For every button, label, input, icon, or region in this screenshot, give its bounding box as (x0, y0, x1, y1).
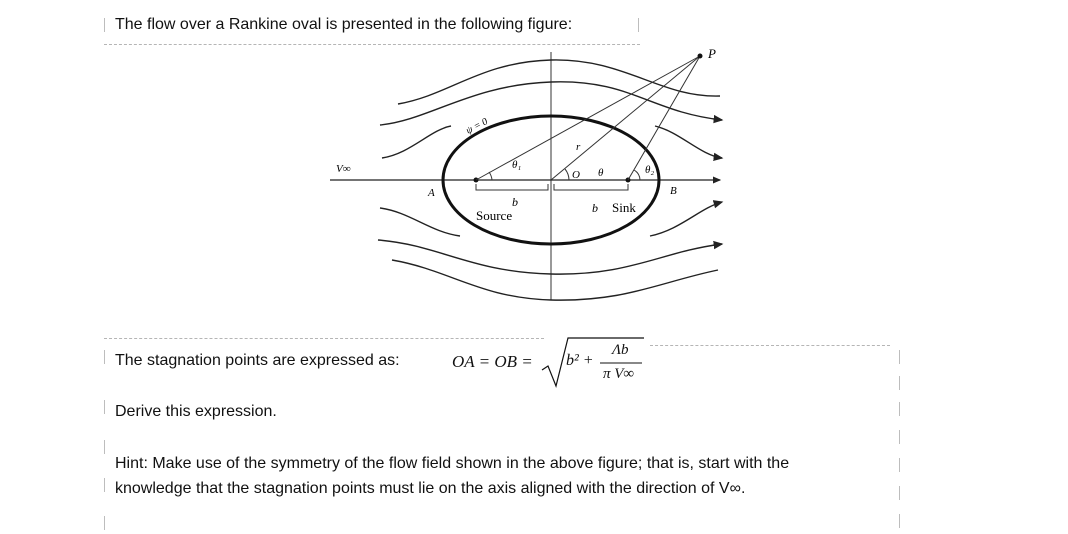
angle-arc-theta (565, 169, 569, 180)
label-r: r (576, 141, 581, 153)
label-B: B (670, 185, 677, 197)
label-theta: θ (598, 167, 604, 179)
label-b-right: b (592, 201, 598, 215)
margin-mark (899, 458, 900, 472)
margin-mark (899, 402, 900, 416)
margin-mark (899, 376, 900, 390)
margin-mark (899, 350, 900, 364)
label-source: Source (476, 208, 513, 223)
dashed-rule (104, 338, 544, 339)
equation-numerator: Λb (612, 342, 629, 358)
margin-mark (899, 486, 900, 500)
label-Vinf: V∞ (336, 163, 351, 175)
b-bracket-left (476, 184, 548, 190)
equation-b-squared: b² + (566, 352, 594, 369)
label-psi: ψ = 0 (464, 116, 490, 137)
label-O: O (572, 169, 580, 181)
stagnation-text: The stagnation points are expressed as: (115, 352, 400, 369)
hint-line-2: knowledge that the stagnation points must lie on the axis aligned with the direction of V∞. (115, 480, 746, 497)
angle-arc-theta1 (489, 172, 492, 180)
label-theta1: θ₁ (512, 159, 522, 171)
margin-mark (899, 430, 900, 444)
margin-mark (899, 514, 900, 528)
streamline (655, 126, 722, 158)
label-A: A (428, 187, 435, 199)
derive-text: Derive this expression. (115, 403, 277, 420)
b-bracket-right (554, 184, 628, 190)
label-sink: Sink (612, 200, 636, 215)
margin-mark (104, 516, 105, 530)
line-sink-to-P (628, 56, 700, 180)
margin-mark (104, 478, 105, 492)
equation-lhs: OA = OB = (452, 352, 533, 371)
margin-mark (104, 440, 105, 454)
margin-mark (104, 400, 105, 414)
equation-denominator: π V∞ (603, 366, 635, 382)
line-source-to-P (476, 56, 700, 180)
label-b-left: b (512, 195, 518, 209)
streamline (382, 126, 451, 158)
label-P: P (708, 46, 716, 61)
streamline (392, 260, 718, 300)
angle-arc-theta2 (634, 170, 640, 180)
streamline (650, 202, 722, 236)
label-theta2: θ₂ (645, 164, 655, 176)
intro-text: The flow over a Rankine oval is presented in the following figure: (115, 16, 573, 33)
point-P (698, 54, 703, 59)
sqrt-sign (540, 336, 650, 392)
dashed-rule (650, 345, 890, 346)
margin-mark (104, 350, 105, 364)
hint-line-1: Hint: Make use of the symmetry of the flow field shown in the above figure; that is, start with the (115, 455, 790, 472)
streamline (380, 208, 460, 236)
